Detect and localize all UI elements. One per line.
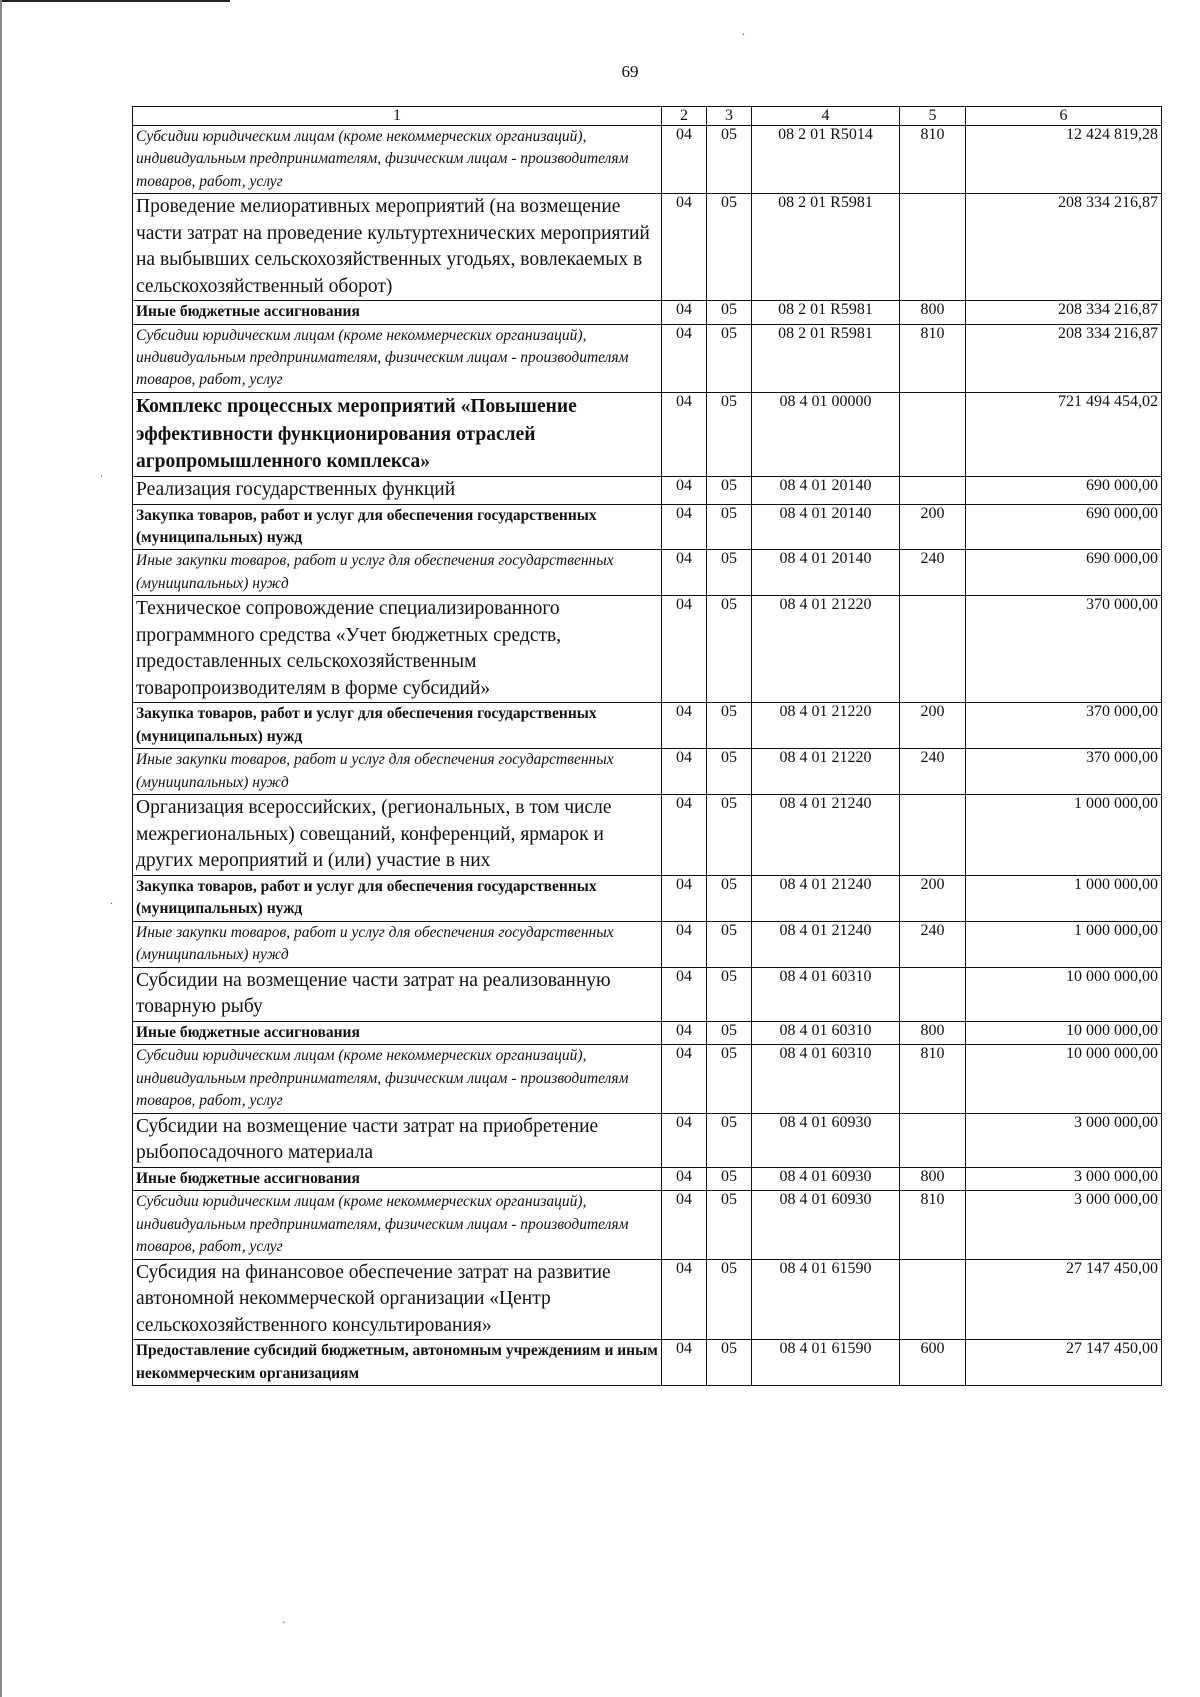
table-row [133, 194, 1162, 301]
table-row [133, 1340, 1162, 1386]
row-subsection-cell: 05 [707, 967, 752, 1021]
row-name-cell: Реализация государственных функций [133, 477, 662, 505]
row-subsection-cell: 05 [707, 1191, 752, 1259]
row-amount-cell: 27 147 450,00 [966, 1259, 1162, 1340]
row-subsection-cell: 05 [707, 1045, 752, 1113]
row-target-article-cell: 08 4 01 61590 [752, 1259, 900, 1340]
table-row [133, 1021, 1162, 1044]
row-name-cell: Субсидии юридическим лицам (кроме некоммерческих организаций), индивидуальным предпринимателям, физическим лицам - производителям товаров, работ, услуг [133, 324, 662, 392]
row-amount-cell: 10 000 000,00 [966, 1021, 1162, 1044]
row-amount-cell: 10 000 000,00 [966, 1045, 1162, 1113]
row-section-cell: 04 [662, 324, 707, 392]
table-row [133, 477, 1162, 505]
table-row [133, 125, 1162, 193]
row-section-cell: 04 [662, 504, 707, 550]
row-target-article-cell: 08 2 01 R5014 [752, 125, 900, 193]
row-amount-cell: 3 000 000,00 [966, 1167, 1162, 1190]
row-section-cell: 04 [662, 125, 707, 193]
row-section-cell: 04 [662, 967, 707, 1021]
row-expense-type-cell: 810 [900, 1045, 966, 1113]
row-name-cell: Иные закупки товаров, работ и услуг для обеспечения государственных (муниципальных) нужд [133, 921, 662, 967]
row-target-article-cell: 08 4 01 60930 [752, 1191, 900, 1259]
table-row [133, 921, 1162, 967]
row-expense-type-cell [900, 596, 966, 703]
table-row [133, 1113, 1162, 1167]
row-target-article-cell: 08 4 01 61590 [752, 1340, 900, 1386]
row-section-cell: 04 [662, 1167, 707, 1190]
budget-table [132, 106, 1162, 1386]
row-section-cell: 04 [662, 392, 707, 476]
row-target-article-cell: 08 4 01 60310 [752, 1045, 900, 1113]
row-amount-cell: 208 334 216,87 [966, 324, 1162, 392]
row-subsection-cell: 05 [707, 550, 752, 596]
row-amount-cell: 370 000,00 [966, 749, 1162, 795]
row-target-article-cell: 08 4 01 60310 [752, 1021, 900, 1044]
header-cell-4: 4 [752, 107, 900, 126]
row-expense-type-cell [900, 1259, 966, 1340]
row-expense-type-cell [900, 194, 966, 301]
row-subsection-cell: 05 [707, 392, 752, 476]
header-cell-6: 6 [966, 107, 1162, 126]
row-amount-cell: 208 334 216,87 [966, 301, 1162, 324]
row-expense-type-cell: 200 [900, 875, 966, 921]
row-section-cell: 04 [662, 921, 707, 967]
table-row [133, 504, 1162, 550]
row-name-cell: Организация всероссийских, (региональных, в том числе межрегиональных) совещаний, конференций, ярмарок и других мероприятий и (или) участие в них [133, 795, 662, 876]
row-amount-cell: 208 334 216,87 [966, 194, 1162, 301]
header-row [133, 107, 1162, 126]
row-section-cell: 04 [662, 194, 707, 301]
row-amount-cell: 690 000,00 [966, 477, 1162, 505]
scan-dot: . [100, 466, 103, 480]
row-section-cell: 04 [662, 1045, 707, 1113]
row-subsection-cell: 05 [707, 1113, 752, 1167]
header-cell-3: 3 [707, 107, 752, 126]
row-subsection-cell: 05 [707, 875, 752, 921]
table-row [133, 301, 1162, 324]
scan-dot: . [110, 893, 113, 907]
row-target-article-cell: 08 4 01 21220 [752, 749, 900, 795]
row-amount-cell: 3 000 000,00 [966, 1113, 1162, 1167]
row-name-cell: Иные бюджетные ассигнования [133, 1167, 662, 1190]
row-expense-type-cell: 800 [900, 1167, 966, 1190]
row-section-cell: 04 [662, 1340, 707, 1386]
row-expense-type-cell: 810 [900, 324, 966, 392]
table-row [133, 703, 1162, 749]
table-body [133, 107, 1162, 1386]
row-amount-cell: 1 000 000,00 [966, 795, 1162, 876]
row-subsection-cell: 05 [707, 301, 752, 324]
row-name-cell: Иные закупки товаров, работ и услуг для обеспечения государственных (муниципальных) нужд [133, 749, 662, 795]
page-number: 69 [621, 62, 639, 81]
row-target-article-cell: 08 4 01 21240 [752, 795, 900, 876]
row-expense-type-cell [900, 795, 966, 876]
row-section-cell: 04 [662, 477, 707, 505]
row-subsection-cell: 05 [707, 596, 752, 703]
row-expense-type-cell: 240 [900, 550, 966, 596]
row-subsection-cell: 05 [707, 1340, 752, 1386]
row-amount-cell: 12 424 819,28 [966, 125, 1162, 193]
table-row [133, 749, 1162, 795]
scan-edge-top [0, 0, 230, 2]
row-section-cell: 04 [662, 1191, 707, 1259]
row-expense-type-cell: 240 [900, 921, 966, 967]
table-row [133, 550, 1162, 596]
row-section-cell: 04 [662, 795, 707, 876]
row-target-article-cell: 08 2 01 R5981 [752, 194, 900, 301]
row-subsection-cell: 05 [707, 795, 752, 876]
row-target-article-cell: 08 2 01 R5981 [752, 324, 900, 392]
row-target-article-cell: 08 4 01 20140 [752, 477, 900, 505]
row-amount-cell: 690 000,00 [966, 550, 1162, 596]
row-expense-type-cell: 810 [900, 1191, 966, 1259]
row-name-cell: Закупка товаров, работ и услуг для обеспечения государственных (муниципальных) нужд [133, 703, 662, 749]
scan-dot: . [742, 24, 745, 38]
row-name-cell: Субсидии юридическим лицам (кроме некоммерческих организаций), индивидуальным предпринимателям, физическим лицам - производителям товаров, работ, услуг [133, 1045, 662, 1113]
row-section-cell: 04 [662, 875, 707, 921]
row-target-article-cell: 08 4 01 21240 [752, 921, 900, 967]
row-subsection-cell: 05 [707, 324, 752, 392]
row-section-cell: 04 [662, 703, 707, 749]
row-expense-type-cell: 240 [900, 749, 966, 795]
row-target-article-cell: 08 4 01 20140 [752, 504, 900, 550]
row-section-cell: 04 [662, 596, 707, 703]
table-row [133, 875, 1162, 921]
row-name-cell: Закупка товаров, работ и услуг для обеспечения государственных (муниципальных) нужд [133, 504, 662, 550]
row-section-cell: 04 [662, 1113, 707, 1167]
row-name-cell: Иные бюджетные ассигнования [133, 301, 662, 324]
row-amount-cell: 690 000,00 [966, 504, 1162, 550]
row-target-article-cell: 08 4 01 21220 [752, 596, 900, 703]
row-subsection-cell: 05 [707, 194, 752, 301]
row-target-article-cell: 08 4 01 21240 [752, 875, 900, 921]
row-name-cell: Предоставление субсидий бюджетным, автономным учреждениям и иным некоммерческим организациям [133, 1340, 662, 1386]
row-expense-type-cell: 800 [900, 301, 966, 324]
row-name-cell: Проведение мелиоративных мероприятий (на возмещение части затрат на проведение культуртехнических мероприятий на выбывших сельскохозяйственных угодьях, вовлекаемых в сельскохозяйственный оборот) [133, 194, 662, 301]
scan-dot: . [282, 1612, 285, 1626]
row-expense-type-cell [900, 477, 966, 505]
row-amount-cell: 370 000,00 [966, 596, 1162, 703]
row-name-cell: Субсидии на возмещение части затрат на приобретение рыбопосадочного материала [133, 1113, 662, 1167]
scan-edge-left [0, 0, 2, 1697]
table-row [133, 1045, 1162, 1113]
row-target-article-cell: 08 4 01 20140 [752, 550, 900, 596]
row-subsection-cell: 05 [707, 749, 752, 795]
header-cell-5: 5 [900, 107, 966, 126]
row-expense-type-cell: 600 [900, 1340, 966, 1386]
row-expense-type-cell [900, 392, 966, 476]
row-target-article-cell: 08 4 01 60930 [752, 1113, 900, 1167]
row-name-cell: Субсидии юридическим лицам (кроме некоммерческих организаций), индивидуальным предпринимателям, физическим лицам - производителям товаров, работ, услуг [133, 1191, 662, 1259]
row-name-cell: Иные закупки товаров, работ и услуг для обеспечения государственных (муниципальных) нужд [133, 550, 662, 596]
table-row [133, 967, 1162, 1021]
row-amount-cell: 10 000 000,00 [966, 967, 1162, 1021]
row-amount-cell: 27 147 450,00 [966, 1340, 1162, 1386]
row-subsection-cell: 05 [707, 1021, 752, 1044]
row-subsection-cell: 05 [707, 125, 752, 193]
row-target-article-cell: 08 2 01 R5981 [752, 301, 900, 324]
row-name-cell: Субсидии на возмещение части затрат на реализованную товарную рыбу [133, 967, 662, 1021]
table-row [133, 795, 1162, 876]
table-row [133, 324, 1162, 392]
row-amount-cell: 3 000 000,00 [966, 1191, 1162, 1259]
row-name-cell: Субсидии юридическим лицам (кроме некоммерческих организаций), индивидуальным предпринимателям, физическим лицам - производителям товаров, работ, услуг [133, 125, 662, 193]
row-section-cell: 04 [662, 301, 707, 324]
row-name-cell: Комплекс процессных мероприятий «Повышение эффективности функционирования отраслей агропромышленного комплекса» [133, 392, 662, 476]
row-subsection-cell: 05 [707, 1259, 752, 1340]
table-row [133, 392, 1162, 476]
table-row [133, 1167, 1162, 1190]
table-row [133, 1259, 1162, 1340]
row-target-article-cell: 08 4 01 21220 [752, 703, 900, 749]
row-section-cell: 04 [662, 749, 707, 795]
row-amount-cell: 1 000 000,00 [966, 875, 1162, 921]
row-target-article-cell: 08 4 01 60930 [752, 1167, 900, 1190]
row-subsection-cell: 05 [707, 1167, 752, 1190]
row-expense-type-cell: 810 [900, 125, 966, 193]
row-target-article-cell: 08 4 01 00000 [752, 392, 900, 476]
row-section-cell: 04 [662, 550, 707, 596]
row-section-cell: 04 [662, 1259, 707, 1340]
row-name-cell: Иные бюджетные ассигнования [133, 1021, 662, 1044]
row-section-cell: 04 [662, 1021, 707, 1044]
row-target-article-cell: 08 4 01 60310 [752, 967, 900, 1021]
row-amount-cell: 1 000 000,00 [966, 921, 1162, 967]
row-amount-cell: 370 000,00 [966, 703, 1162, 749]
row-name-cell: Субсидия на финансовое обеспечение затрат на развитие автономной некоммерческой организации «Центр сельскохозяйственного консультирования» [133, 1259, 662, 1340]
row-name-cell: Техническое сопровождение специализированного программного средства «Учет бюджетных средств, предоставленных сельскохозяйственным товаропроизводителям в форме субсидий» [133, 596, 662, 703]
row-expense-type-cell: 200 [900, 504, 966, 550]
row-subsection-cell: 05 [707, 477, 752, 505]
table-row [133, 1191, 1162, 1259]
row-subsection-cell: 05 [707, 921, 752, 967]
header-cell-2: 2 [662, 107, 707, 126]
row-subsection-cell: 05 [707, 504, 752, 550]
table-row [133, 596, 1162, 703]
row-expense-type-cell: 800 [900, 1021, 966, 1044]
header-cell-1: 1 [133, 107, 662, 126]
row-expense-type-cell [900, 967, 966, 1021]
row-name-cell: Закупка товаров, работ и услуг для обеспечения государственных (муниципальных) нужд [133, 875, 662, 921]
row-amount-cell: 721 494 454,02 [966, 392, 1162, 476]
row-expense-type-cell [900, 1113, 966, 1167]
row-subsection-cell: 05 [707, 703, 752, 749]
row-expense-type-cell: 200 [900, 703, 966, 749]
